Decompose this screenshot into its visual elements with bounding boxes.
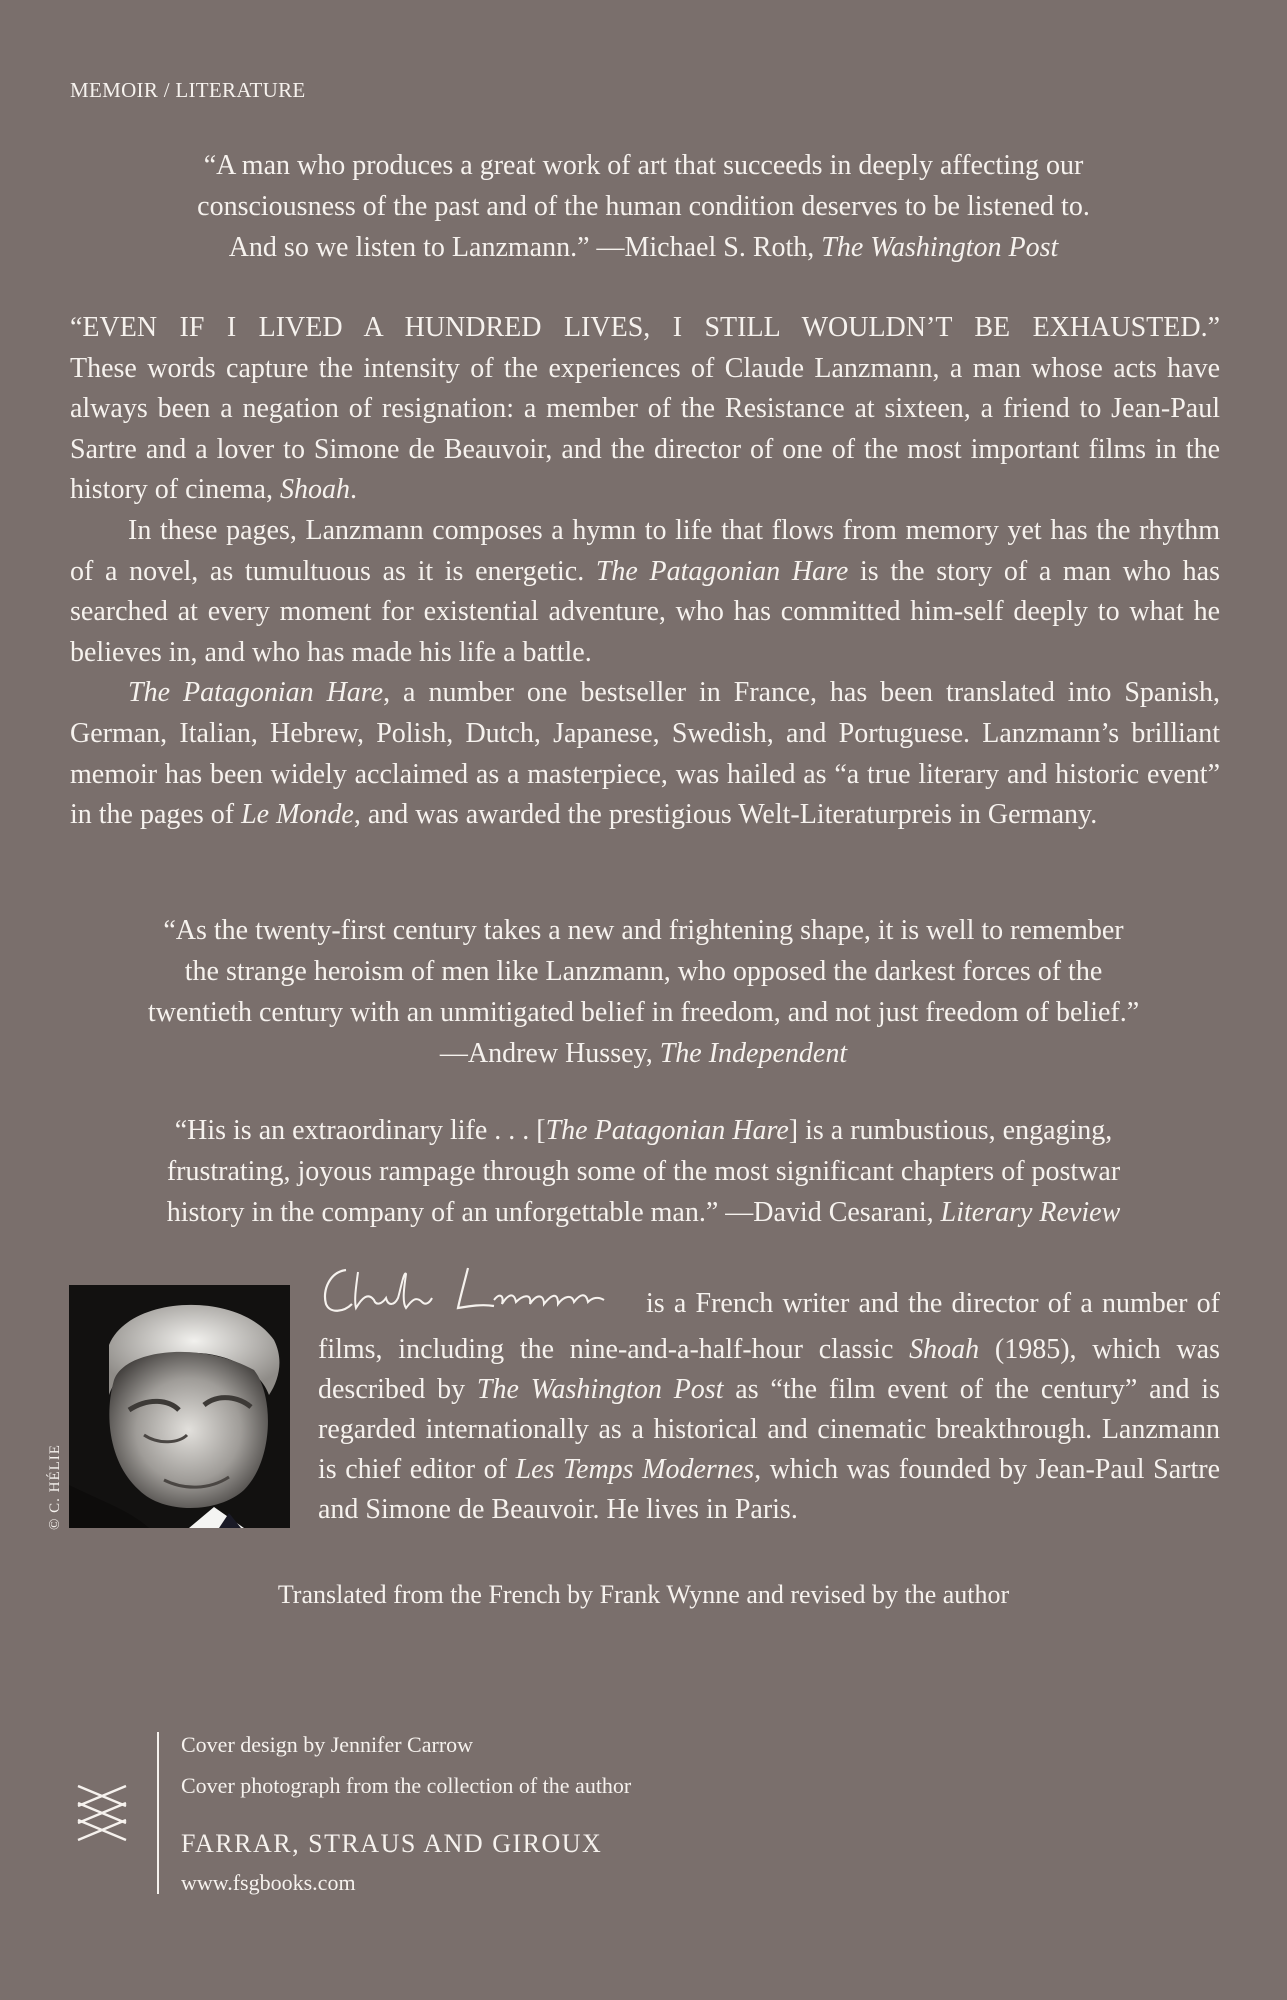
signature-image bbox=[318, 1262, 628, 1318]
film-title: Shoah bbox=[279, 474, 350, 506]
photo-credit: © C. HÉLIE bbox=[47, 1444, 63, 1530]
quote-source: Literary Review bbox=[940, 1197, 1121, 1228]
punctuation: . bbox=[349, 474, 357, 506]
description-text: , and was awarded the prestigious Welt-Literaturpreis in Germany. bbox=[353, 799, 1098, 831]
film-title: Shoah bbox=[909, 1334, 980, 1365]
colophon bbox=[181, 1724, 631, 1903]
description-paragraph-2 bbox=[70, 511, 1220, 673]
newspaper-title: The Washington Post bbox=[476, 1374, 724, 1405]
quote-text: history in the company of an unforgettable man.” —David Cesarani, bbox=[166, 1197, 941, 1228]
fsg-logo-icon bbox=[72, 1782, 132, 1849]
bio-text: is a French writer and the director of a number of films, including the nine-and-a-half-hour classic bbox=[318, 1288, 1220, 1365]
colophon-divider bbox=[157, 1732, 159, 1894]
book-title: The Patagonian Hare bbox=[595, 555, 849, 587]
book-title: The Patagonian Hare bbox=[128, 677, 384, 709]
quote-line: consciousness of the past and of the human condition deserves to be listened to. bbox=[197, 191, 1090, 222]
translation-credit: Translated from the French by Frank Wynne and revised by the author bbox=[277, 1580, 1010, 1609]
review-quote-cesarani bbox=[60, 1110, 1227, 1233]
book-title: The Patagonian Hare bbox=[545, 1115, 789, 1146]
description-text: In these pages, Lanzmann composes a hymn to life that flows from memory yet has the rhythm of a novel, as tumultuous as it is energetic. bbox=[70, 514, 1220, 587]
description-text: , a number one bestseller in France, has been translated into Spanish, German, Italian, Hebrew, Polish, Dutch, Japanese, Swedish, and Portuguese. Lanzmann’s brilliant memoir has been widely acclaimed as a masterpiece, was hailed as “a true literary and historic event” in the pages of bbox=[70, 677, 1220, 831]
quote-text: “His is an extraordinary life . . . [ bbox=[174, 1115, 546, 1146]
quote-source: The Washington Post bbox=[821, 232, 1059, 263]
author-signature bbox=[318, 1262, 628, 1330]
quote-source: The Independent bbox=[659, 1038, 848, 1069]
cover-design-credit: Cover design by Jennifer Carrow bbox=[181, 1732, 474, 1757]
description-paragraph-3 bbox=[70, 673, 1220, 835]
publisher-website[interactable]: www.fsgbooks.com bbox=[181, 1870, 356, 1895]
cover-photo-credit: Cover photograph from the collection of the author bbox=[181, 1773, 632, 1798]
bio-text: as “the film event of the century” and is regarded internationally as a historical and cinematic breakthrough. Lanzmann is chief editor of bbox=[318, 1374, 1220, 1485]
bio-text: (1985), which was described by bbox=[318, 1334, 1220, 1405]
quote-line: “As the twenty-first century takes a new and frightening shape, it is well to remember bbox=[163, 915, 1124, 946]
description-text: is the story of a man who has searched at every moment for existential adventure, who has committed him-self deeply to what he believes in, and who has made his life a battle. bbox=[70, 555, 1220, 668]
description-paragraph-1 bbox=[70, 308, 1220, 511]
book-description bbox=[70, 308, 1220, 836]
review-quote-hussey bbox=[60, 910, 1227, 1074]
opening-quote: “EVEN IF I LIVED A HUNDRED LIVES, I STILL WOULDN’T BE EXHAUSTED.” bbox=[70, 312, 1220, 343]
category-label: MEMOIR / LITERATURE bbox=[70, 78, 306, 102]
publisher-name: FARRAR, STRAUS AND GIROUX bbox=[181, 1829, 603, 1858]
journal-title: Les Temps Modernes bbox=[515, 1454, 755, 1485]
quote-text: —Andrew Hussey, bbox=[439, 1038, 660, 1069]
quote-text: And so we listen to Lanzmann.” —Michael S. Roth, bbox=[228, 232, 822, 263]
quote-line bbox=[60, 1033, 1227, 1074]
bio-text: , which was founded by Jean-Paul Sartre and Simone de Beauvoir. He lives in Paris. bbox=[318, 1454, 1220, 1525]
review-quote-roth bbox=[60, 145, 1227, 268]
quote-line: twentieth century with an unmitigated belief in freedom, and not just freedom of belief.” bbox=[147, 997, 1140, 1028]
author-photo bbox=[69, 1285, 290, 1528]
newspaper-title: Le Monde bbox=[241, 799, 354, 831]
quote-line: the strange heroism of men like Lanzmann, who opposed the darkest forces of the bbox=[184, 956, 1103, 987]
description-text: These words capture the intensity of the experiences of Claude Lanzmann, a man whose acts have always been a negation of resignation: a member of the Resistance at sixteen, a friend to Jean-Paul Sartre and a lover to Simone de Beauvoir, and the director of one of the most important films in the history of cinema, bbox=[70, 352, 1220, 506]
quote-line bbox=[60, 1192, 1227, 1233]
author-bio bbox=[318, 1262, 1220, 1530]
quote-line bbox=[60, 1110, 1227, 1151]
quote-line bbox=[60, 227, 1227, 268]
quote-line: “A man who produces a great work of art that succeeds in deeply affecting our bbox=[203, 150, 1084, 181]
quote-line: frustrating, joyous rampage through some of the most significant chapters of postwar bbox=[166, 1156, 1121, 1187]
quote-text: ] is a rumbustious, engaging, bbox=[788, 1115, 1113, 1146]
